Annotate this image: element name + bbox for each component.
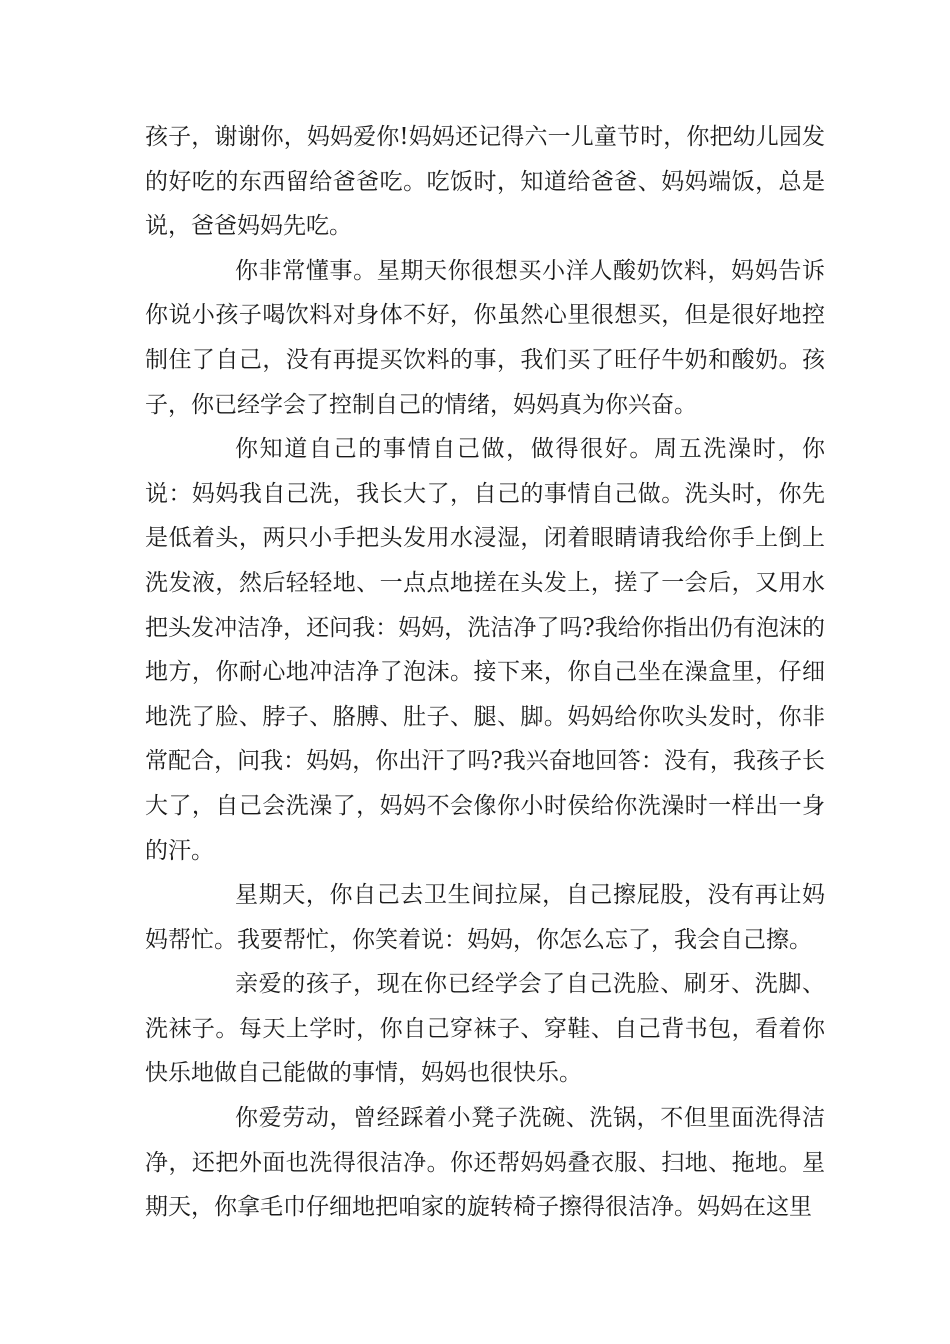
paragraph: 你知道自己的事情自己做，做得很好。周五洗澡时，你说：妈妈我自己洗，我长大了，自己的事情自己做。洗头时，你先是低着头，两只小手把头发用水浸湿，闭着眼睛请我给你手上倒上洗发液，然后轻轻地、一点点地搓在头发上，搓了一会后，又用水把头发冲洁净，还问我：妈妈，洗洁净了吗?我给你指出仍有泡沫的地方，你耐心地冲洁净了泡沫。接下来，你自己坐在澡盒里，仔细地洗了脸、脖子、胳膊、肚子、腿、脚。妈妈给你吹头发时，你非常配合，问我：妈妈，你出汗了吗?我兴奋地回答：没有，我孩子长大了，自己会洗澡了，妈妈不会像你小时侯给你洗澡时一样出一身的汗。 (145, 436, 825, 864)
paragraph: 亲爱的孩子，现在你已经学会了自己洗脸、刷牙、洗脚、洗袜子。每天上学时，你自己穿袜子、穿鞋、自己背书包，看着你快乐地做自己能做的事情，妈妈也很快乐。 (145, 971, 825, 1087)
paragraph: 你爱劳动，曾经踩着小凳子洗碗、洗锅，不但里面洗得洁净，还把外面也洗得很洁净。你还帮妈妈叠衣服、扫地、拖地。星期天，你拿毛巾仔细地把咱家的旋转椅子擦得很洁净。妈妈在这里 (145, 1105, 825, 1221)
paragraph: 你非常懂事。星期天你很想买小洋人酸奶饮料，妈妈告诉你说小孩子喝饮料对身体不好，你虽然心里很想买，但是很好地控制住了自己，没有再提买饮料的事，我们买了旺仔牛奶和酸奶。孩子，你已经学会了控制自己的情绪，妈妈真为你兴奋。 (145, 257, 825, 418)
paragraph-continued: 孩子，谢谢你，妈妈爱你!妈妈还记得六一儿童节时，你把幼儿园发的好吃的东西留给爸爸吃。吃饭时，知道给爸爸、妈妈端饭，总是说，爸爸妈妈先吃。 (145, 124, 825, 240)
document-body (145, 115, 825, 1230)
paragraph: 星期天，你自己去卫生间拉屎，自己擦屁股，没有再让妈妈帮忙。我要帮忙，你笑着说：妈妈，你怎么忘了，我会自己擦。 (145, 882, 825, 953)
